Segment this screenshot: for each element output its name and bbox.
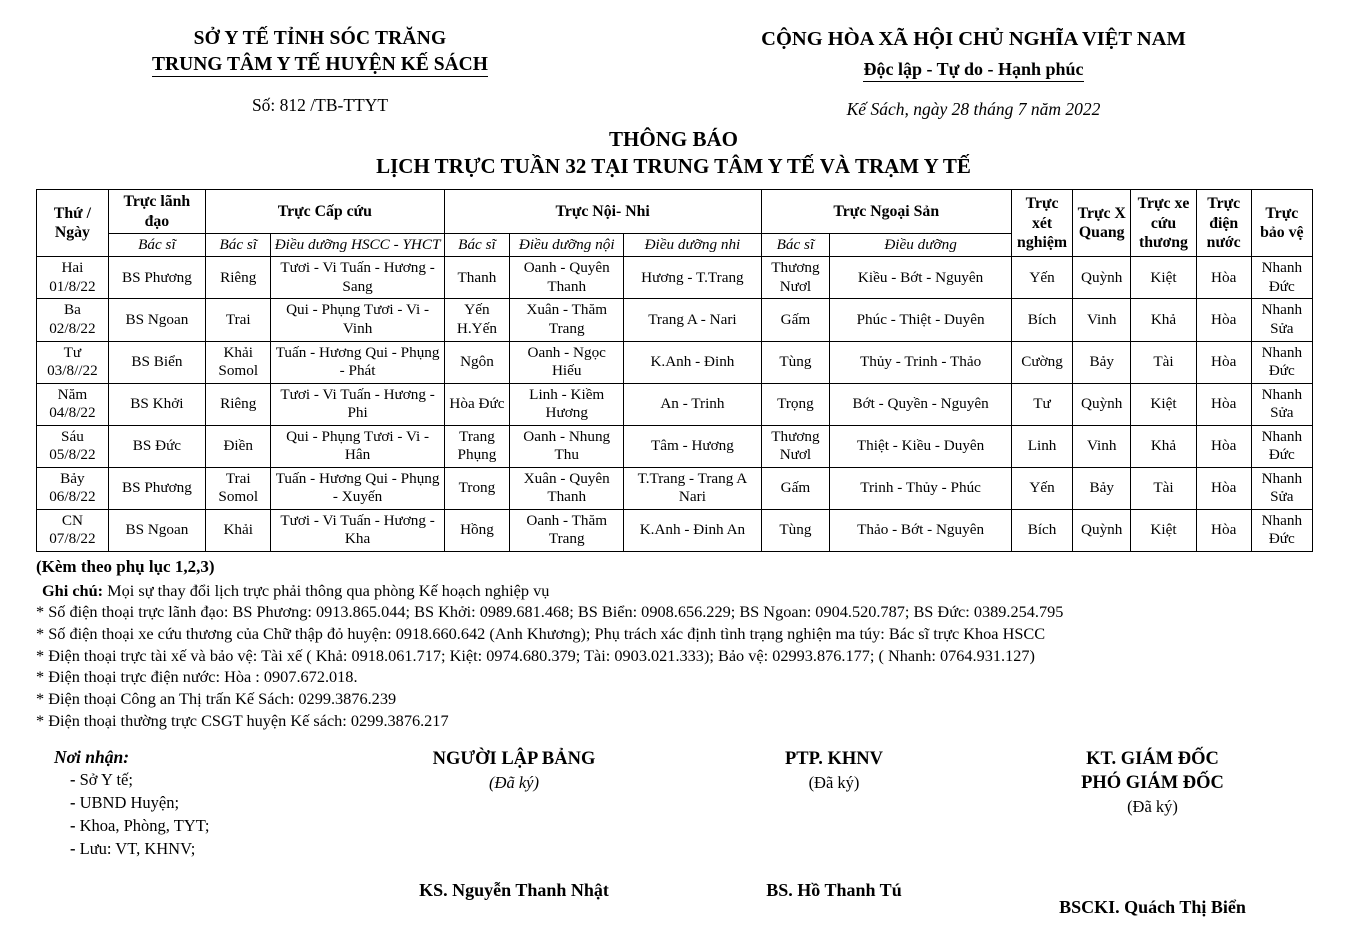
director-signature-block — [984, 747, 1321, 917]
recipient-dash: - — [70, 793, 80, 813]
cell-leadership-doctor: BS Khởi — [108, 383, 205, 425]
maker-signature-block — [344, 747, 684, 917]
table-row — [37, 383, 1313, 425]
cell-day-date — [37, 383, 109, 425]
cell-emergency-nurse: Tuấn - Hương Qui - Phụng - Phát — [271, 341, 444, 383]
recipient-dash: - — [70, 815, 80, 835]
schedule-table-wrapper — [0, 189, 1347, 552]
cell-ambulance-driver: Khả — [1131, 425, 1196, 467]
cell-pediatric-nurse: K.Anh - Đinh An — [624, 509, 761, 551]
col-header-security-duty: Trực bảo vệ — [1251, 190, 1312, 257]
cell-internal-nurse: Xuân - Thăm Trang — [510, 299, 624, 341]
cell-internal-doctor: Hồng — [444, 509, 509, 551]
cell-ambulance-driver: Kiệt — [1131, 257, 1196, 299]
recipient-item — [54, 838, 344, 861]
ptp-signature-block — [684, 747, 984, 917]
cell-leadership-doctor: BS Biển — [108, 341, 205, 383]
table-head — [37, 190, 1313, 257]
cell-xray-tech: Quỳnh — [1073, 509, 1131, 551]
cell-pediatric-nurse: Hương - T.Trang — [624, 257, 761, 299]
cell-day: Năm — [57, 385, 88, 403]
cell-date: 06/8/22 — [49, 488, 96, 506]
cell-pediatric-nurse: An - Trinh — [624, 383, 761, 425]
cell-date: 01/8/22 — [49, 277, 96, 295]
cell-xray-tech: Bảy — [1073, 341, 1131, 383]
maker-name: KS. Nguyễn Thanh Nhật — [419, 880, 609, 901]
cell-day-date — [37, 425, 109, 467]
maker-title: NGƯỜI LẬP BẢNG — [432, 749, 596, 770]
cell-internal-nurse: Oanh - Nhung Thu — [510, 425, 624, 467]
cell-utilities-tech: Hòa — [1196, 509, 1251, 551]
cell-emergency-doctor: Điền — [205, 425, 270, 467]
note-utilities-phone: * Điện thoại trực điện nước: Hòa : 0907.672.018. — [36, 667, 358, 687]
cell-lab-tech: Tư — [1011, 383, 1072, 425]
cell-security-guard: Nhanh Sửa — [1251, 299, 1312, 341]
note-driver-security-phones: * Điện thoại trực tài xế và bảo vệ: Tài xế ( Khả: 0918.061.717; Kiệt: 0974.680.379; Tài: 0903.021.333); Bảo vệ: 02993.876.177; ( Nhanh: 0764.931.127) — [36, 645, 1035, 665]
cell-date: 03/8//22 — [47, 362, 98, 380]
cell-emergency-doctor: Trai — [205, 299, 270, 341]
cell-leadership-doctor: BS Ngoan — [108, 299, 205, 341]
director-title-line2: PHÓ GIÁM ĐỐC — [1081, 773, 1224, 794]
general-note — [36, 580, 1313, 602]
table-header-group-row — [37, 190, 1313, 234]
cell-security-guard: Nhanh Đức — [1251, 341, 1312, 383]
recipient-dash: - — [70, 838, 80, 858]
cell-lab-tech: Cường — [1011, 341, 1072, 383]
cell-emergency-doctor: Khải — [205, 509, 270, 551]
national-title: CỘNG HÒA XÃ HỘI CHỦ NGHĨA VIỆT NAM — [761, 28, 1186, 50]
cell-lab-tech: Yến — [1011, 467, 1072, 509]
cell-security-guard: Nhanh Đức — [1251, 425, 1312, 467]
national-motto-text: Độc lập - Tự do - Hạnh phúc — [863, 59, 1083, 82]
ptp-name: BS. Hồ Thanh Tú — [766, 880, 902, 901]
signature-section — [0, 747, 1347, 917]
cell-xray-tech: Quỳnh — [1073, 383, 1131, 425]
recipients-block — [40, 747, 344, 917]
cell-surgery-nurse: Thủy - Trinh - Thảo — [830, 341, 1012, 383]
subcol-surgery-nurse: Điều dưỡng — [830, 233, 1012, 257]
cell-leadership-doctor: BS Đức — [108, 425, 205, 467]
cell-surgery-nurse: Bớt - Quyền - Nguyên — [830, 383, 1012, 425]
subcol-internal-doctor: Bác sĩ — [444, 233, 509, 257]
cell-ambulance-driver: Kiệt — [1131, 509, 1196, 551]
cell-day-date — [37, 341, 109, 383]
cell-surgery-doctor: Tùng — [761, 509, 830, 551]
cell-emergency-nurse: Qui - Phụng Tươi - Vi - Vinh — [271, 299, 444, 341]
general-note-label: Ghi chú: — [42, 580, 104, 600]
ptp-title: PTP. KHNV — [785, 749, 883, 770]
cell-surgery-doctor: Tùng — [761, 341, 830, 383]
cell-security-guard: Nhanh Đức — [1251, 257, 1312, 299]
cell-surgery-nurse: Thảo - Bớt - Nguyên — [830, 509, 1012, 551]
cell-pediatric-nurse: T.Trang - Trang A Nari — [624, 467, 761, 509]
cell-security-guard: Nhanh Sửa — [1251, 467, 1312, 509]
table-row — [37, 299, 1313, 341]
cell-leadership-doctor: BS Ngoan — [108, 509, 205, 551]
cell-surgery-doctor: Thương Nươl — [761, 257, 830, 299]
director-signed-mark: (Đã ký) — [1127, 797, 1178, 817]
cell-surgery-nurse: Phúc - Thiệt - Duyên — [830, 299, 1012, 341]
ptp-signed-mark: (Đã ký) — [808, 773, 860, 793]
cell-security-guard: Nhanh Đức — [1251, 509, 1312, 551]
col-header-leadership-duty: Trực lãnh đạo — [108, 190, 205, 234]
cell-utilities-tech: Hòa — [1196, 299, 1251, 341]
cell-date: 04/8/22 — [49, 404, 96, 422]
recipient-label: UBND Huyện; — [79, 793, 180, 813]
notes-section — [0, 552, 1347, 731]
cell-surgery-doctor: Gấm — [761, 467, 830, 509]
recipient-label: Khoa, Phòng, TYT; — [79, 815, 210, 835]
table-row — [37, 257, 1313, 299]
recipient-label: Lưu: VT, KHNV; — [79, 838, 196, 858]
cell-lab-tech: Bích — [1011, 299, 1072, 341]
page-title: THÔNG BÁO — [609, 126, 738, 151]
cell-security-guard: Nhanh Sửa — [1251, 383, 1312, 425]
district-health-center-text: TRUNG TÂM Y TẾ HUYỆN KẾ SÁCH — [152, 54, 488, 76]
subcol-emergency-nurse: Điều dưỡng HSCC - YHCT — [271, 233, 444, 257]
cell-day: Tư — [63, 343, 82, 361]
cell-emergency-nurse: Tươi - Vi Tuấn - Hương - Kha — [271, 509, 444, 551]
cell-internal-nurse: Oanh - Ngọc Hiếu — [510, 341, 624, 383]
col-header-emergency-duty: Trực Cấp cứu — [205, 190, 444, 234]
cell-emergency-doctor: Riêng — [205, 383, 270, 425]
cell-day: Ba — [63, 301, 81, 319]
table-row — [37, 467, 1313, 509]
district-health-center — [0, 52, 640, 78]
recipient-item — [54, 792, 344, 815]
cell-date: 05/8/22 — [49, 446, 96, 464]
cell-pediatric-nurse: Tâm - Hương — [624, 425, 761, 467]
cell-ambulance-driver: Khả — [1131, 299, 1196, 341]
cell-internal-doctor: Hòa Đức — [444, 383, 509, 425]
cell-internal-doctor: Ngôn — [444, 341, 509, 383]
recipients-title: Nơi nhận: — [54, 747, 130, 768]
note-police-phone: * Điện thoại Công an Thị trấn Kế Sách: 0299.3876.239 — [36, 688, 397, 708]
cell-surgery-nurse: Kiều - Bớt - Nguyên — [830, 257, 1012, 299]
cell-day-date — [37, 509, 109, 551]
cell-leadership-doctor: BS Phương — [108, 467, 205, 509]
recipient-item — [54, 815, 344, 838]
cell-day-date — [37, 299, 109, 341]
recipient-item — [54, 769, 344, 792]
cell-surgery-doctor: Trọng — [761, 383, 830, 425]
subcol-pediatric-nurse: Điều dưỡng nhi — [624, 233, 761, 257]
cell-day-date — [37, 467, 109, 509]
cell-leadership-doctor: BS Phương — [108, 257, 205, 299]
cell-pediatric-nurse: K.Anh - Đinh — [624, 341, 761, 383]
cell-emergency-nurse: Tươi - Vi Tuấn - Hương - Phi — [271, 383, 444, 425]
cell-pediatric-nurse: Trang A - Nari — [624, 299, 761, 341]
cell-lab-tech: Linh — [1011, 425, 1072, 467]
cell-day: CN — [61, 511, 83, 529]
general-note-text: Mọi sự thay đổi lịch trực phải thông qua phòng Kế hoạch nghiệp vụ — [103, 580, 550, 600]
table-row — [37, 341, 1313, 383]
national-motto — [640, 56, 1307, 83]
cell-day: Bảy — [60, 469, 85, 487]
col-header-internal-pediatric-duty: Trực Nội- Nhi — [444, 190, 761, 234]
cell-day: Sáu — [61, 427, 84, 445]
cell-lab-tech: Bích — [1011, 509, 1072, 551]
cell-emergency-nurse: Tươi - Vi Tuấn - Hương - Sang — [271, 257, 444, 299]
cell-date: 02/8/22 — [49, 319, 96, 337]
attachment-note: (Kèm theo phụ lục 1,2,3) — [36, 557, 215, 576]
cell-ambulance-driver: Tài — [1131, 467, 1196, 509]
cell-xray-tech: Bảy — [1073, 467, 1131, 509]
cell-utilities-tech: Hòa — [1196, 257, 1251, 299]
director-name: BSCKI. Quách Thị Biển — [1059, 896, 1246, 917]
cell-ambulance-driver: Kiệt — [1131, 383, 1196, 425]
col-header-surgery-obstetrics-duty: Trực Ngoại Sản — [761, 190, 1011, 234]
header-left-block — [0, 26, 640, 120]
cell-utilities-tech: Hòa — [1196, 341, 1251, 383]
col-header-xray-duty: Trực X Quang — [1073, 190, 1131, 257]
subcol-leadership-doctor: Bác sĩ — [108, 233, 205, 257]
col-header-utilities-duty: Trực điện nước — [1196, 190, 1251, 257]
table-body — [37, 257, 1313, 552]
cell-emergency-doctor: Khải Somol — [205, 341, 270, 383]
cell-utilities-tech: Hòa — [1196, 425, 1251, 467]
cell-xray-tech: Quỳnh — [1073, 257, 1131, 299]
place-and-date: Kế Sách, ngày 28 tháng 7 năm 2022 — [846, 98, 1101, 119]
director-title-line1: KT. GIÁM ĐỐC — [1086, 749, 1219, 770]
recipients-list — [54, 769, 344, 860]
duty-schedule-table — [36, 189, 1313, 552]
document-header — [0, 0, 1347, 120]
maker-signed-mark: (Đã ký) — [489, 773, 539, 793]
cell-internal-nurse: Xuân - Quyên Thanh — [510, 467, 624, 509]
note-leadership-phones: * Số điện thoại trực lãnh đạo: BS Phương: 0913.865.044; BS Khởi: 0989.681.468; BS Biển: 0908.656.229; BS Ngoan: 0904.520.787; BS Đức: 0389.254.795 — [36, 602, 1064, 622]
cell-internal-nurse: Linh - Kiềm Hương — [510, 383, 624, 425]
cell-utilities-tech: Hòa — [1196, 467, 1251, 509]
cell-internal-doctor: Trong — [444, 467, 509, 509]
cell-internal-doctor: Yến H.Yến — [444, 299, 509, 341]
col-header-ambulance-duty: Trực xe cứu thương — [1131, 190, 1196, 257]
cell-lab-tech: Yến — [1011, 257, 1072, 299]
cell-internal-nurse: Oanh - Thăm Trang — [510, 509, 624, 551]
cell-emergency-doctor: Trai Somol — [205, 467, 270, 509]
subcol-internal-nurse: Điều dưỡng nội — [510, 233, 624, 257]
cell-utilities-tech: Hòa — [1196, 383, 1251, 425]
col-header-lab-duty: Trực xét nghiệm — [1011, 190, 1072, 257]
cell-ambulance-driver: Tài — [1131, 341, 1196, 383]
cell-date: 07/8/22 — [49, 530, 96, 548]
cell-xray-tech: Vinh — [1073, 299, 1131, 341]
cell-day-date — [37, 257, 109, 299]
province-health-dept: SỞ Y TẾ TỈNH SÓC TRĂNG — [193, 28, 447, 49]
table-row — [37, 509, 1313, 551]
col-header-day-date: Thứ / Ngày — [37, 190, 109, 257]
cell-internal-doctor: Thanh — [444, 257, 509, 299]
recipient-dash: - — [70, 770, 80, 790]
cell-surgery-doctor: Thương Nươl — [761, 425, 830, 467]
header-right-block — [640, 26, 1347, 120]
title-block — [0, 126, 1347, 181]
cell-surgery-nurse: Thiệt - Kiều - Duyên — [830, 425, 1012, 467]
cell-xray-tech: Vinh — [1073, 425, 1131, 467]
note-traffic-police-phone: * Điện thoại thường trực CSGT huyện Kế sách: 0299.3876.217 — [36, 710, 449, 730]
table-row — [37, 425, 1313, 467]
cell-surgery-doctor: Gấm — [761, 299, 830, 341]
subcol-surgery-doctor: Bác sĩ — [761, 233, 830, 257]
cell-internal-doctor: Trang Phụng — [444, 425, 509, 467]
cell-surgery-nurse: Trinh - Thủy - Phúc — [830, 467, 1012, 509]
cell-emergency-doctor: Riêng — [205, 257, 270, 299]
cell-emergency-nurse: Tuấn - Hương Qui - Phụng - Xuyến — [271, 467, 444, 509]
cell-internal-nurse: Oanh - Quyên Thanh — [510, 257, 624, 299]
document-number: Số: 812 /TB-TTYT — [251, 94, 389, 115]
cell-day: Hai — [61, 259, 84, 277]
cell-emergency-nurse: Qui - Phụng Tươi - Vi - Hân — [271, 425, 444, 467]
page-subtitle: LỊCH TRỰC TUẦN 32 TẠI TRUNG TÂM Y TẾ VÀ TRẠM Y TẾ — [376, 153, 971, 178]
note-ambulance-phones: * Số điện thoại xe cứu thương của Chữ thập đỏ huyện: 0918.660.642 (Anh Khương); Phụ trách xác định tình trạng nghiện ma túy: Bác sĩ trực Khoa HSCC — [36, 623, 1046, 643]
recipient-label: Sở Y tế; — [79, 770, 133, 790]
subcol-emergency-doctor: Bác sĩ — [205, 233, 270, 257]
